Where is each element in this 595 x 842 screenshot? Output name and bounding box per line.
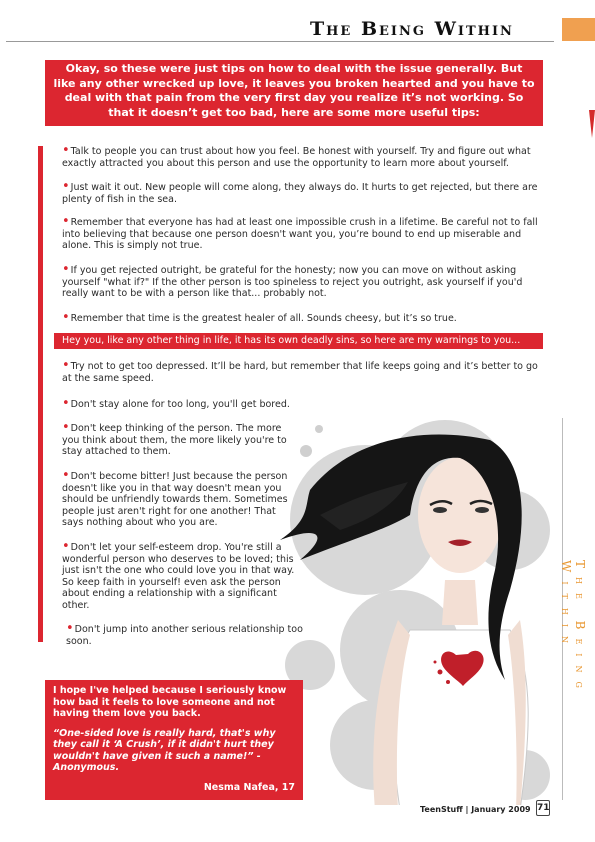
warning-text: Don't keep thinking of the person. The more you think about them, the more likely you're to stay attached to them. [62,423,287,457]
tip-text: Just wait it out. New people will come along, they always do. It hurts to get rejected, but there are plenty of fish in the sea. [62,182,538,205]
warning-item [66,621,326,647]
side-vertical-title: The Being Within [559,560,587,697]
orange-corner-tab [562,18,595,41]
bullet-dot: • [62,396,70,411]
bullet-dot: • [66,621,74,636]
tip-item [62,310,542,325]
magazine-footer: TeenStuff | January 2009 [420,805,531,814]
tip-item [62,143,542,169]
bullet-dot: • [62,358,70,373]
warning-item [62,358,542,384]
warning-text: Don't become bitter! Just because the person doesn't like you in that way doesn't mean you should be unfriendly towards them. Sometimes people just aren't right for one another! That says nothing about who you are. [62,471,288,528]
warning-item [62,468,298,529]
bullet-dot: • [62,420,70,435]
tip-text: Talk to people you can trust about how you feel. Be honest with yourself. Try and figure out what exactly attracted you about this person and use the opportunity to learn more about yourself. [62,146,531,169]
warning-text: Don't jump into another serious relationship too soon. [66,624,303,647]
bullet-dot: • [62,310,70,325]
tip-item [62,179,542,205]
bullet-dot: • [62,179,70,194]
warning-item [62,420,294,458]
tip-item [62,262,542,300]
red-edge-mark [589,110,595,138]
quoted-saying: “One-sided love is really hard, that's why they call it ‘A Crush’, if it didn't hurt they wouldn't have given it such a name!” - Anonymous. [53,727,276,773]
woman-illustration [280,420,550,805]
intro-box: Okay, so these were just tips on how to deal with the issue generally. But like any other wrecked up love, it leaves you broken hearted and you have to deal with that pain from the very first day you realize it’s not working. So that it doesn’t get too bad, here are some more useful tips: [45,60,543,126]
page-number: 71 [536,800,550,816]
tip-text: Remember that time is the greatest healer of all. Sounds cheesy, but it’s so true. [70,313,457,324]
bullet-dot: • [62,262,70,277]
tip-text: Remember that everyone has had at least one impossible crush in a lifetime. Be careful not to fall into believing that because one person doesn't want you, you’re bound to end up miserable and alone. This is simply not true. [62,217,538,251]
warning-text: Don't let your self-esteem drop. You're still a wonderful person who deserves to be loved; this just isn't the one who could love you in that way. So keep faith in yourself! even ask the person about ending a relationship with a significant other. [62,542,295,611]
tip-item [62,214,542,252]
bullet-dot: • [62,214,70,229]
left-red-bar [38,146,43,642]
warning-item [62,539,298,611]
warning-text: Try not to get too depressed. It’ll be hard, but remember that life keeps going and it’s better to go at the same speed. [62,361,538,384]
author-signature: Nesma Nafea, 17 [203,781,295,793]
bullet-dot: • [62,468,70,483]
page-title: The Being Within [310,18,514,40]
closing-quote-box [45,680,303,800]
title-rule [6,41,554,42]
closing-paragraph: I hope I've helped because I seriously know how bad it feels to love someone and not having them love you back. [53,685,287,719]
bullet-dot: • [62,143,70,158]
warning-item [62,396,302,411]
tip-text: If you get rejected outright, be grateful for the honesty; now you can move on without asking yourself "what if?" If the other person is too spineless to reject you outright, ask yourself if you'd really want to be with a person like that... probably not. [62,265,523,299]
bullet-dot: • [62,539,70,554]
warning-text: Don't stay alone for too long, you'll get bored. [70,399,290,410]
warnings-band: Hey you, like any other thing in life, it has its own deadly sins, so here are my warnings to you... [54,333,543,349]
